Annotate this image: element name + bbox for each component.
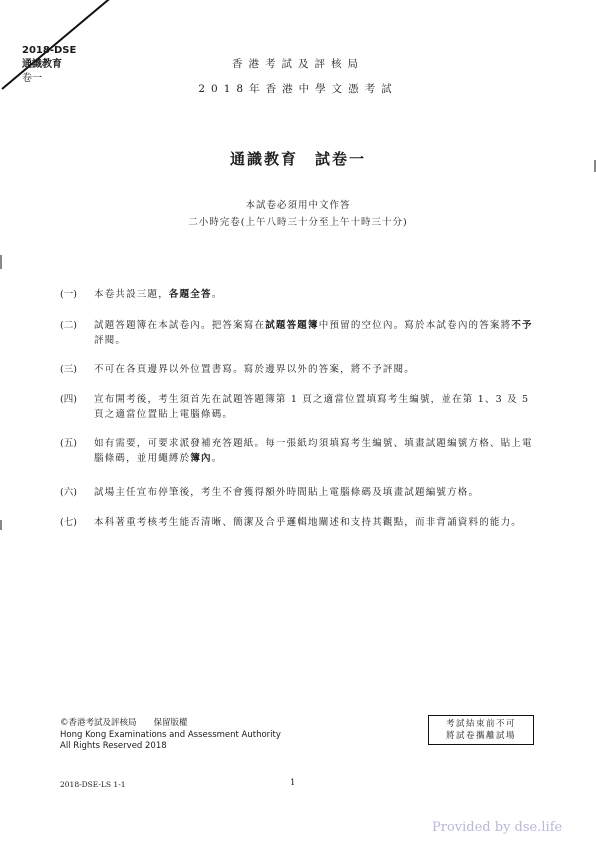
source-watermark: Provided by dse.life bbox=[432, 820, 563, 835]
instruction-fragment: 評閱。 bbox=[94, 335, 127, 346]
instruction-number: (一) bbox=[60, 289, 77, 300]
instruction-fragment: 試場主任宣布停筆後，考生不會獲得額外時間貼上電腦條碼及填畫試題編號方格。 bbox=[94, 487, 480, 498]
instruction-number: (六) bbox=[60, 487, 77, 498]
copyright-block bbox=[60, 718, 281, 753]
copyright-english-org: Hong Kong Examinations and Assessment Authority bbox=[60, 729, 281, 740]
instruction-text bbox=[94, 485, 534, 500]
instruction-fragment: 中預留的空位內。寫於本試卷內的答案將 bbox=[318, 320, 512, 331]
instruction-number: (二) bbox=[60, 320, 77, 331]
instruction-fragment: 不可在各頁邊界以外位置書寫。寫於邊界以外的答案，將不予評閱。 bbox=[94, 364, 416, 375]
instruction-text bbox=[94, 436, 534, 466]
paper-title: 通識教育 試卷一 bbox=[229, 150, 366, 168]
instruction-text bbox=[94, 318, 534, 348]
instruction-fragment: 本科著重考核考生能否清晰、簡潔及合乎邏輯地闡述和支持其觀點，而非背誦資料的能力。 bbox=[94, 517, 523, 528]
instruction-fragment: 宣布開考後，考生須首先在試題答題簿第 1 頁之適當位置填寫考生編號，並在第 1、3 及 5 頁之適當位置貼上電腦條碼。 bbox=[94, 394, 530, 420]
instruction-emphasis: 試題答題簿 bbox=[265, 320, 319, 331]
corner-exam: 2018-DSE bbox=[22, 45, 77, 56]
instruction-number: (五) bbox=[60, 438, 77, 449]
instruction-text bbox=[94, 362, 534, 377]
org-name: 香港考試及評核局 bbox=[232, 58, 364, 70]
exam-name: 2018年香港中學文憑考試 bbox=[198, 83, 398, 95]
instruction-number: (三) bbox=[60, 364, 77, 375]
instruction-emphasis: 簿內 bbox=[190, 453, 212, 464]
instruction-fragment: 試題答題簿在本試卷內。把答案寫在 bbox=[94, 320, 266, 331]
language-requirement: 本試卷必須用中文作答 bbox=[245, 200, 351, 211]
notice-line1: 考試結束前不可 bbox=[445, 719, 516, 729]
copyright-chinese: ©香港考試及評核局 保留版權 bbox=[60, 718, 188, 728]
scan-edge-mark bbox=[0, 520, 2, 530]
instruction-number: (七) bbox=[60, 517, 77, 528]
instruction-text bbox=[94, 392, 534, 422]
instruction-text bbox=[94, 287, 534, 302]
instruction-fragment: 如有需要，可要求派發補充答題紙。每一張紙均須填寫考生編號、填畫試題編號方格、貼上電腦條碼，並用繩縛於 bbox=[94, 438, 533, 464]
instruction-fragment: 本卷共設三題， bbox=[94, 289, 169, 300]
instruction-fragment: 。 bbox=[211, 453, 223, 464]
instruction-text bbox=[94, 515, 534, 530]
paper-code: 2018-DSE-LS 1-1 bbox=[60, 780, 126, 789]
copyright-english-rights: All Rights Reserved 2018 bbox=[60, 741, 167, 751]
corner-subject: 通識教育 bbox=[22, 59, 62, 70]
scan-edge-mark bbox=[0, 255, 2, 269]
notice-line2: 將試卷攜離試場 bbox=[445, 731, 516, 741]
instruction-number: (四) bbox=[60, 394, 77, 405]
instruction-emphasis: 各題全答 bbox=[168, 289, 212, 300]
removal-notice-box bbox=[428, 715, 534, 745]
time-allowed: 二小時完卷(上午八時三十分至上午十時三十分) bbox=[188, 217, 408, 228]
page-number: 1 bbox=[290, 778, 296, 788]
instruction-fragment: 。 bbox=[211, 289, 223, 300]
corner-paper: 卷一 bbox=[22, 73, 42, 84]
instruction-emphasis: 不予 bbox=[511, 320, 533, 331]
